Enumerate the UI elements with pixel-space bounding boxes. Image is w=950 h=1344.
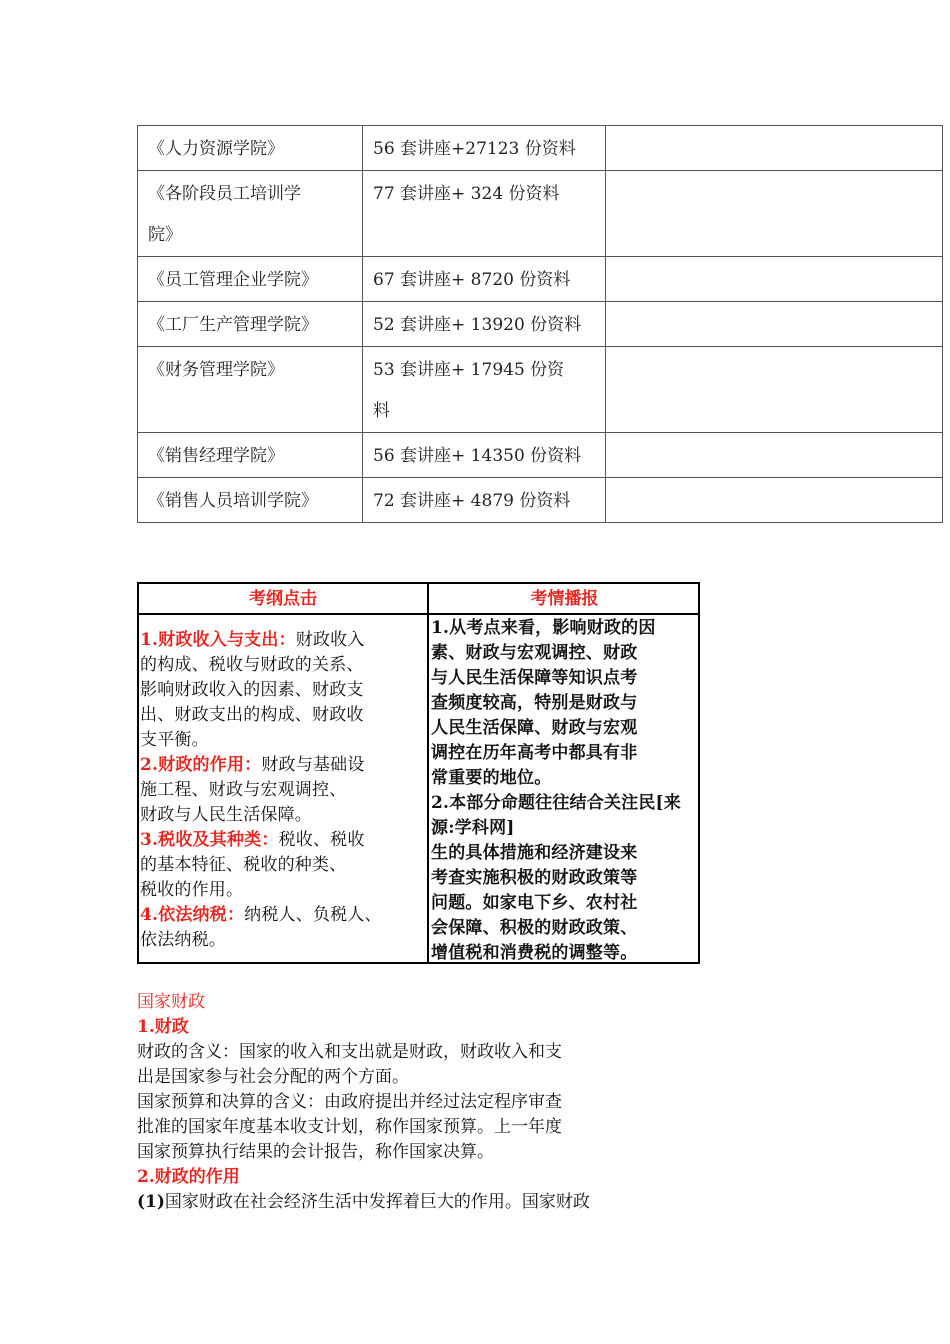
paragraph-line: 国家预算执行结果的会计报告，称作国家决算。 [137,1142,494,1162]
course-name: 《人力资源学院》 [138,126,363,171]
course-detail: 52 套讲座+ 13920 份资料 [363,302,606,347]
table-row [138,257,943,302]
point-heading: 1.财政收入与支出： [140,630,296,650]
course-name: 《工厂生产管理学院》 [138,302,363,347]
empty-cell [606,347,943,433]
course-name: 《员工管理企业学院》 [138,257,363,302]
syllabus-points: 1.财政收入与支出：财政收入 的构成、税收与财政的关系、 影响财政收入的因素、财政支 出、财政支出的构成、财政收 支平衡。 2.财政的作用：财政与基础设 施工程、财政与宏观调控、 财政与人民生活保障。 3.税收及其种类：税收、税收 的基本特征、税收的种类、 税收的作用。 4.依法纳税：纳税人、负税人、 依法纳税。 [140,630,382,950]
article-body [137,990,657,1215]
subsection-heading: 2.财政的作用 [137,1167,240,1187]
point-heading: 2.财政的作用： [140,755,262,775]
course-detail: 56 套讲座+ 14350 份资料 [363,433,606,478]
empty-cell [606,126,943,171]
paragraph-line: (1)国家财政在社会经济生活中发挥着巨大的作用。国家财政 [137,1192,590,1212]
course-detail: 67 套讲座+ 8720 份资料 [363,257,606,302]
paragraph-line: 国家预算和决算的含义：由政府提出并经过法定程序审查 [137,1092,562,1112]
empty-cell [606,257,943,302]
syllabus-header: 考纲点击 [249,589,317,609]
table-row [138,433,943,478]
course-detail: 53 套讲座+ 17945 份资 料 [363,347,606,433]
empty-cell [606,433,943,478]
course-detail: 72 套讲座+ 4879 份资料 [363,478,606,523]
table-row [138,171,943,257]
course-detail: 56 套讲座+27123 份资料 [363,126,606,171]
paragraph-line: 批准的国家年度基本收支计划，称作国家预算。上一年度 [137,1117,562,1137]
exam-report-text: 1.从考点来看，影响财政的因 素、财政与宏观调控、财政 与人民生活保障等知识点考 查频度较高，特别是财政与 人民生活保障、财政与宏观 调控在历年高考中都具有非 常重要的地位。 2.本部分命题往往结合关注民[来 源:学科网] 生的具体措施和经济建设来 考查实施积极的财政政策等 问题。如家电下乡、农村社 会保障、积极的财政政策、 增值税和消费税的调整等。 [431,618,681,963]
column-divider [427,584,429,962]
empty-cell [606,171,943,257]
table-row [138,126,943,171]
course-name: 《财务管理学院》 [138,347,363,433]
table-row [138,478,943,523]
empty-cell [606,478,943,523]
resource-table [137,125,943,523]
point-heading: 3.税收及其种类： [140,830,279,850]
paragraph-line: 出是国家参与社会分配的两个方面。 [137,1067,409,1087]
exam-report-header: 考情播报 [530,589,599,609]
course-name: 《销售经理学院》 [138,433,363,478]
course-name: 《销售人员培训学院》 [138,478,363,523]
header-divider [139,613,698,615]
exam-info-table [137,582,700,964]
course-detail: 77 套讲座+ 324 份资料 [363,171,606,257]
table-row [138,347,943,433]
subsection-heading: 1.财政 [137,1017,189,1037]
paragraph-line: 财政的含义：国家的收入和支出就是财政，财政收入和支 [137,1042,562,1062]
course-name: 《各阶段员工培训学 院》 [138,171,363,257]
point-heading: 4.依法纳税： [140,905,245,925]
section-title: 国家财政 [137,992,205,1012]
table-row [138,302,943,347]
empty-cell [606,302,943,347]
